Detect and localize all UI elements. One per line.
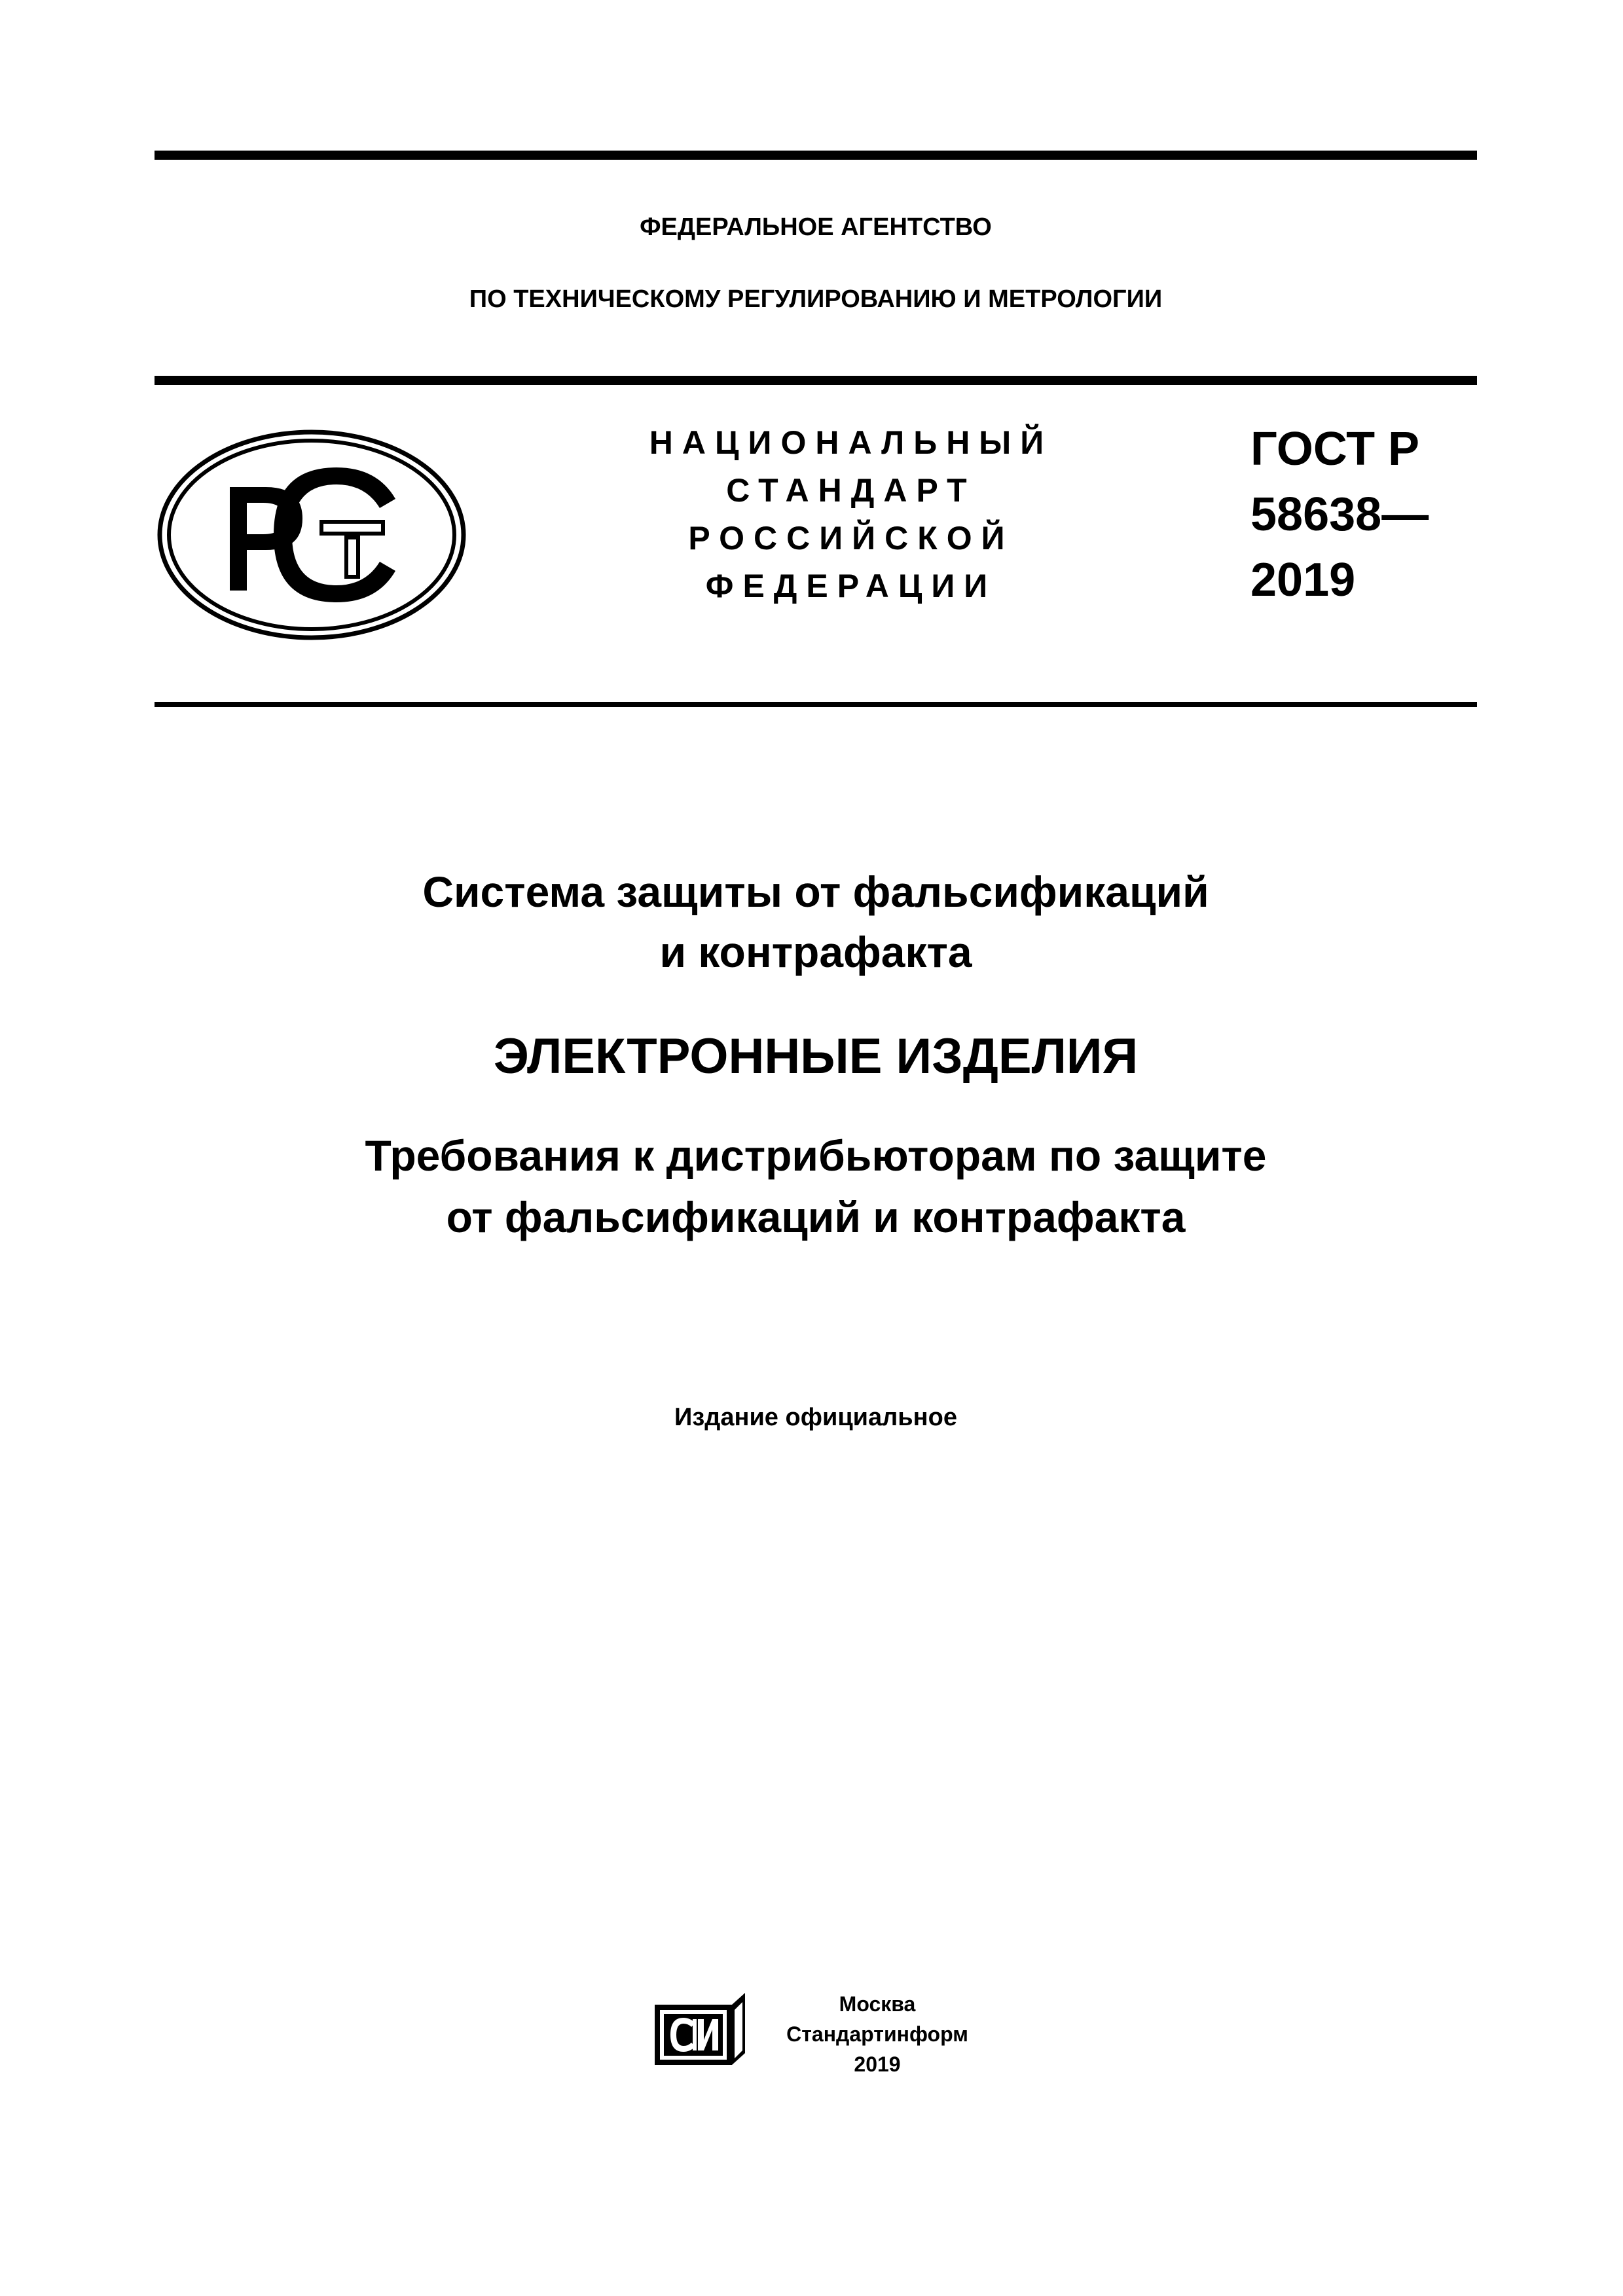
header-rule (155, 376, 1477, 385)
standartinform-logo-icon (652, 1990, 748, 2069)
series-title (155, 862, 1477, 982)
imprint-city: Москва (839, 1992, 916, 2016)
top-rule (155, 151, 1477, 160)
series-title-line2: и контрафакта (659, 928, 972, 976)
series-title-line1: Система защиты от фальсификаций (422, 867, 1209, 916)
designation-line3: 2019 (1250, 554, 1356, 606)
requirements-title (155, 1125, 1477, 1248)
title-rule (155, 702, 1477, 707)
imprint-publisher: Стандартинформ (786, 2022, 968, 2046)
designation-line1: ГОСТ Р (1250, 423, 1420, 475)
standard-type-line2: СТАНДАРТ (726, 472, 976, 509)
requirements-title-line2: от фальсификаций и контрафакта (446, 1193, 1186, 1241)
edition-label: Издание официальное (674, 1404, 957, 1431)
standard-type-line3: РОССИЙСКОЙ (688, 520, 1014, 556)
agency-name-line2: ПО ТЕХНИЧЕСКОМУ РЕГУЛИРОВАНИЮ И МЕТРОЛОГИИ (469, 285, 1163, 313)
subject-title: ЭЛЕКТРОННЫЕ ИЗДЕЛИЯ (493, 1029, 1139, 1084)
requirements-title-line1: Требования к дистрибьюторам по защите (365, 1131, 1267, 1180)
designation-line2: 58638— (1250, 488, 1429, 541)
standard-type-line4: ФЕДЕРАЦИИ (705, 568, 997, 604)
imprint (746, 1989, 1008, 2079)
standard-type (609, 419, 1093, 610)
rst-certification-mark-icon (155, 427, 469, 643)
agency-name-line1: ФЕДЕРАЛЬНОЕ АГЕНТСТВО (640, 213, 992, 241)
standard-designation (1250, 416, 1429, 613)
imprint-year: 2019 (854, 2052, 901, 2076)
standard-type-line1: НАЦИОНАЛЬНЫЙ (649, 424, 1053, 461)
